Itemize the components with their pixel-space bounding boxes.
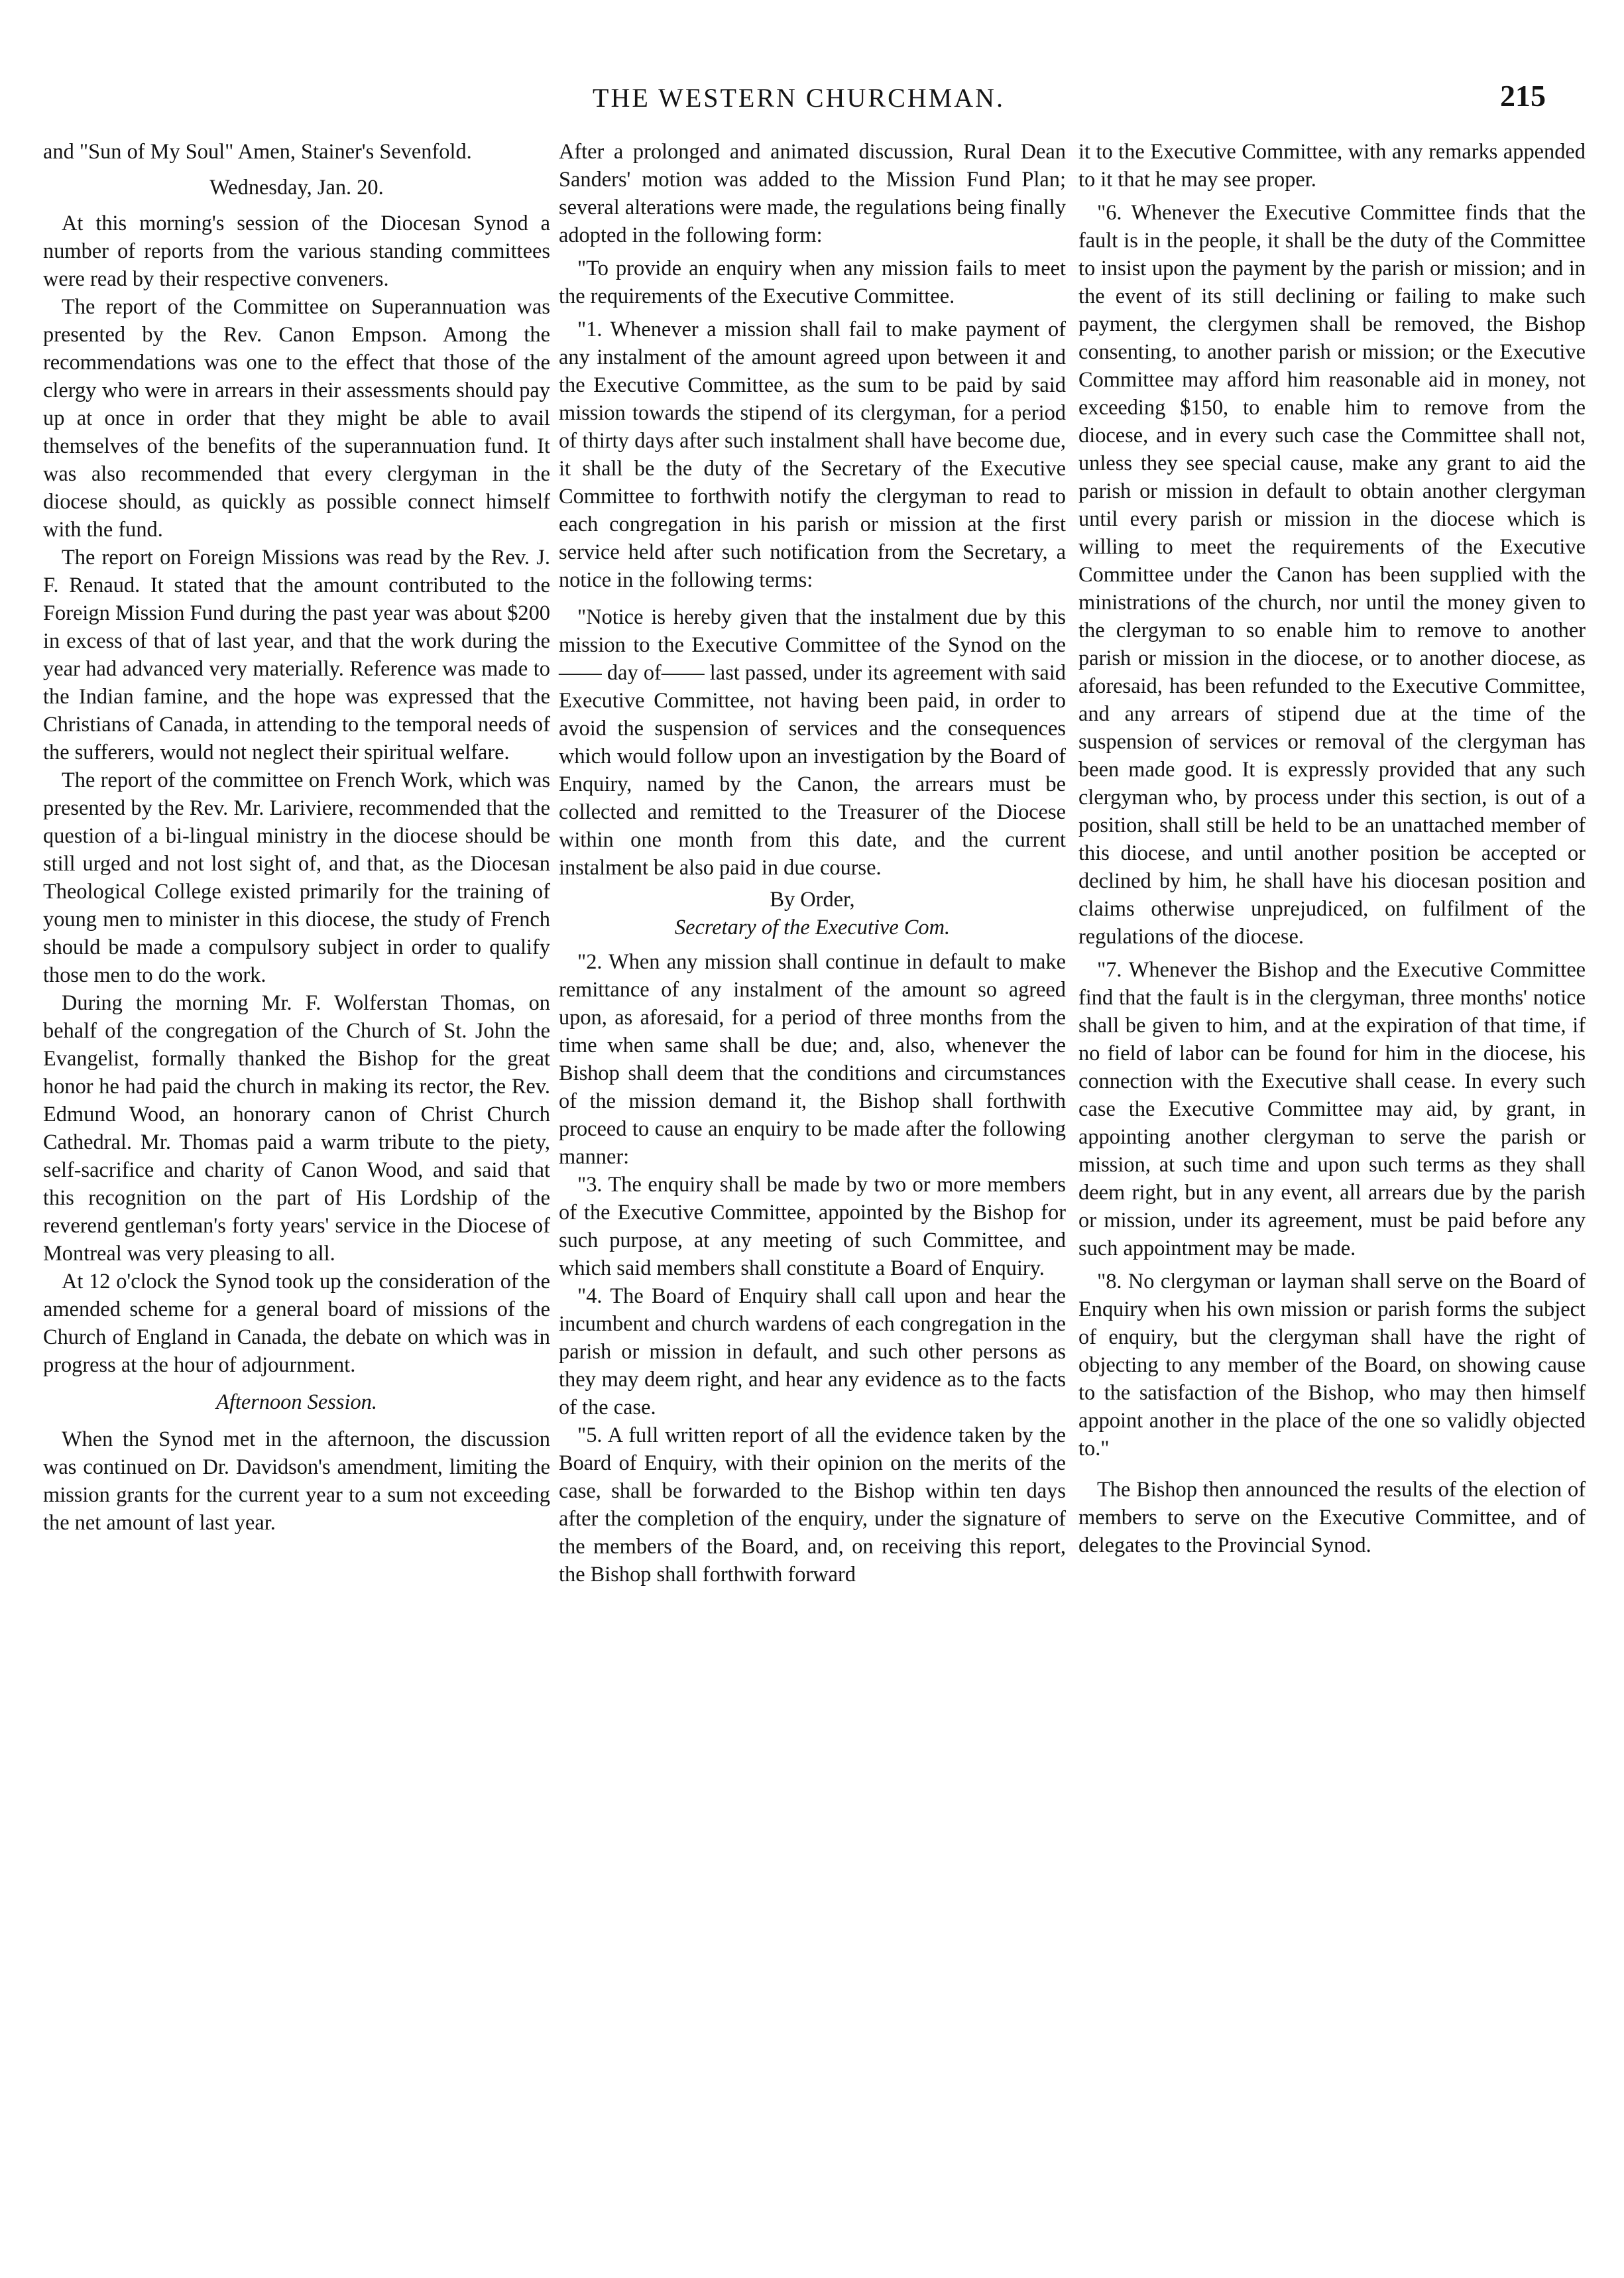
notice-text: "Notice is hereby given that the instalment due by this mission to the Executive Committee of the Synod on the —— day of—— last passed, under its agreement with said Executive Committee, not having been paid, in order to avoid the suspension of services and the consequences which would follow upon an investigation by the Board of Enquiry, named by the Canon, the arrears must be collected and remitted to the Treasurer of the Diocese within one month from this date, and the current instalment be also paid in due course. <box>559 605 1066 880</box>
paragraph: "7. Whenever the Bishop and the Executive Committee find that the fault is in the clergyman, three months' notice shall be given to him, and at the expiration of that time, if no field of labor can be found for him in the diocese, his connection with the Executive shall cease. In every such case the Executive Committee may aid, by grant, in appointing another clergyman to serve the parish or mission, at such time and upon such terms as they shall deem right, but in any event, all arrears due by the parish or mission, under its agreement, must be paid before any such appointment may be made. <box>1078 958 1586 1260</box>
paragraph: and "Sun of My Soul" Amen, Stainer's Sevenfold. <box>43 140 472 164</box>
page-header <box>40 78 1558 118</box>
paragraph: "2. When any mission shall continue in default to make remittance of any instalment of the amount so agreed upon, as aforesaid, for a period of three months from the time when same shall be due; and, also, whenever the Bishop shall deem that the conditions and circumstances of the mission demand it, the Bishop shall forthwith proceed to cause an enquiry to be made after the following manner: <box>559 950 1066 1169</box>
column-3 <box>1078 138 1586 1559</box>
paragraph: The report of the committee on French Work, which was presented by the Rev. Mr. Lariviere, recommended that the question of a bi-lingual ministry in the diocese should be still urged and not lost sight of, and that, as the Diocesan Theological College existed primarily for the training of young men to minister in this diocese, the study of French should be made a compulsory subject in order to qualify those men to do the work. <box>43 768 550 987</box>
paragraph: At 12 o'clock the Synod took up the consideration of the amended scheme for a general board of missions of the Church of England in Canada, the debate on which was in progress at the hour of adjournment. <box>43 1270 550 1377</box>
paragraph: The Bishop then announced the results of the election of members to serve on the Executive Committee, and of delegates to the Provincial Synod. <box>1078 1478 1586 1557</box>
publication-title: THE WESTERN CHURCHMAN. <box>593 83 1005 113</box>
section-heading-afternoon: Afternoon Session. <box>216 1390 377 1414</box>
paragraph: When the Synod met in the afternoon, the discussion was continued on Dr. Davidson's amendment, limiting the mission grants for the current year to a sum not exceeding the net amount of last year. <box>43 1427 550 1535</box>
column-1 <box>43 138 550 1537</box>
section-heading-wednesday: Wednesday, Jan. 20. <box>209 176 384 200</box>
paragraph: it to the Executive Committee, with any remarks appended to it that he may see proper. <box>1078 140 1586 192</box>
paragraph: "3. The enquiry shall be made by two or more members of the Executive Committee, appointed by the Bishop for such purpose, at any meeting of such Committee, and which said members shall constitute a Board of Enquiry. <box>559 1173 1066 1280</box>
paragraph: "4. The Board of Enquiry shall call upon and hear the incumbent and church wardens of each congregation in the parish or mission in default, and such other persons as they may deem right, and hear any evidence as to the facts of the case. <box>559 1284 1066 1419</box>
paragraph: The report of the Committee on Superannuation was presented by the Rev. Canon Empson. Among the recommendations was one to the effect that those of the clergy who were in arrears in their assessments should pay up at once in order that they might be able to avail themselves of the benefits of the superannuation fund. It was also recommended that every clergyman in the diocese should, as quickly as possible connect himself with the fund. <box>43 295 550 542</box>
secretary-signature: Secretary of the Executive Com. <box>674 916 951 939</box>
paragraph: "6. Whenever the Executive Committee finds that the fault is in the people, it shall be the duty of the Committee to insist upon the payment by the parish or mission; and in the event of its still declining or failing to make such payment, the clergymen shall be removed, the Bishop consenting, to another parish or mission; or the Executive Committee may afford him reasonable aid in money, not exceeding $150, to enable him to remove from the diocese, and in every such case the Committee shall not, unless they see special cause, make any grant to aid the parish or mission in default to obtain another clergyman until every parish or mission in the diocese which is willing to meet the requirements of the Executive Committee under the Canon has been supplied with the ministrations of the church, nor until the money given to the clergyman to so enable him to remove to another parish or mission in the diocese, or to another diocese, as aforesaid, has been refunded to the Executive Committee, and any arrears of stipend due at the time of the suspension of services or removal of the clergyman has been made good. It is expressly provided that any such clergyman who, by process under this section, is out of a position, shall still be held to be an unattached member of this diocese, and until another position be accepted or declined by him, he shall have his diocesan position and claims otherwise unprejudiced, on fulfilment of the regulations of the diocese. <box>1078 201 1586 949</box>
page-number: 215 <box>1500 79 1546 113</box>
paragraph: The report on Foreign Missions was read by the Rev. J. F. Renaud. It stated that the amount contributed to the Foreign Mission Fund during the past year was about $200 in excess of that of last year, and that the work during the year had advanced very materially. Reference was made to the Indian famine, and the hope was expressed that the Christians of Canada, in attending to the temporal needs of the sufferers, would not neglect their spiritual welfare. <box>43 546 550 764</box>
paragraph: During the morning Mr. F. Wolferstan Thomas, on behalf of the congregation of the Church of St. John the Evangelist, formally thanked the Bishop for the great honor he had paid the church in making its rector, the Rev. Edmund Wood, an honorary canon of Christ Church Cathedral. Mr. Thomas paid a warm tribute to the piety, self-sacrifice and charity of Canon Wood, and said that this recognition on the part of His Lordship of the reverend gentleman's forty years' service in the Diocese of Montreal was very pleasing to all. <box>43 991 550 1266</box>
paragraph: After a prolonged and animated discussion, Rural Dean Sanders' motion was added to the Mission Fund Plan; several alterations were made, the regulations being finally adopted in the following form: <box>559 140 1066 247</box>
paragraph: "5. A full written report of all the evidence taken by the Board of Enquiry, with their opinion on the merits of the case, shall be forwarded to the Bishop within ten days after the completion of the enquiry, under the signature of the members of the Board, and, on receiving this report, the Bishop shall forthwith forward <box>559 1423 1066 1587</box>
paragraph: At this morning's session of the Diocesan Synod a number of reports from the various standing committees were read by their respective conveners. <box>43 211 550 291</box>
paragraph: "To provide an enquiry when any mission fails to meet the requirements of the Executive Committee. <box>559 257 1066 308</box>
paragraph: "1. Whenever a mission shall fail to make payment of any instalment of the amount agreed upon between it and the Executive Committee, as the sum to be paid by said mission towards the stipend of its clergyman, for a period of thirty days after such instalment shall have become due, it shall be the duty of the Secretary of the Executive Committee to forthwith notify the clergyman to read to each congregation in his parish or mission at the first service held after such notification from the Secretary, a notice in the following terms: <box>559 318 1066 592</box>
by-order-line: By Order, <box>770 888 855 912</box>
paragraph: "8. No clergyman or layman shall serve on the Board of Enquiry when his own mission or parish forms the subject of enquiry, but the clergyman shall have the right of objecting to any member of the Board, on showing cause to the satisfaction of the Bishop, who may then himself appoint another in the place of the one so validly objected to." <box>1078 1270 1586 1461</box>
column-2 <box>559 138 1066 1589</box>
